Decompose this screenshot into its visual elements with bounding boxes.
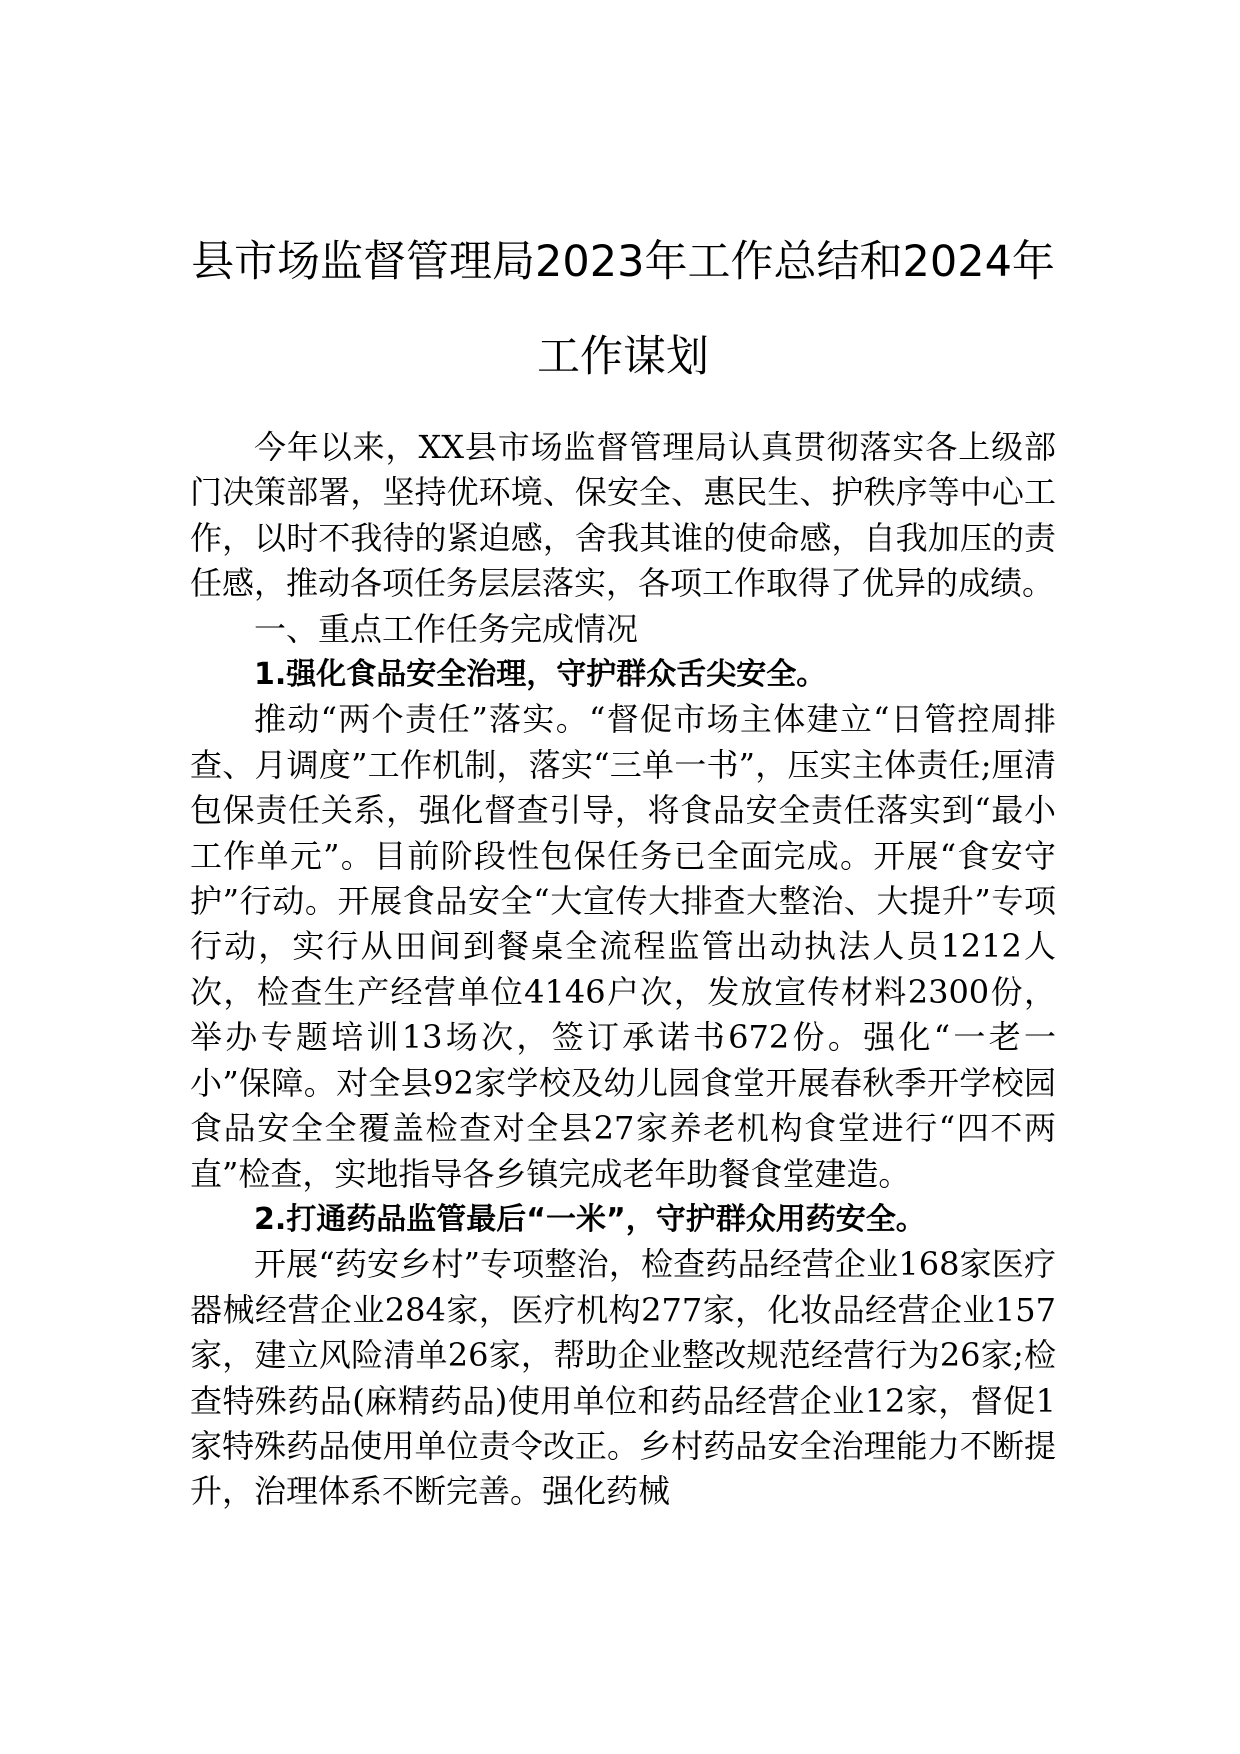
document-title: 县市场监督管理局2023年工作总结和2024年工作谋划 (191, 237, 1055, 382)
intro-paragraph: 今年以来，XX县市场监督管理局认真贯彻落实各上级部门决策部署，坚持优环境、保安全、惠民生、护秩序等中心工作，以时不我待的紧迫感，舍我其谁的使命感，自我加压的责任感，推动各项任务层层落实，各项工作取得了优异的成绩。 (190, 428, 1056, 603)
item-paragraph-2: 开展“药安乡村”专项整治，检查药品经营企业168家医疗器械经营企业284家，医疗机构277家，化妆品经营企业157家，建立风险清单26家，帮助企业整改规范经营行为26家;检查特殊药品(麻精药品)使用单位和药品经营企业12家，督促1家特殊药品使用单位责令改正。乡村药品安全治理能力不断提升，治理体系不断完善。强化药械 (190, 1245, 1056, 1511)
item-paragraph-1: 推动“两个责任”落实。“督促市场主体建立“日管控周排查、月调度”工作机制，落实“三单一书”，压实主体责任;厘清包保责任关系，强化督查引导，将食品安全责任落实到“最小工作单元”。目前阶段性包保任务已全面完成。开展“食安守护”行动。开展食品安全“大宣传大排查大整治、大提升”专项行动，实行从田间到餐桌全流程监管出动执法人员1212人次，检查生产经营单位4146户次，发放宣传材料2300份，举办专题培训13场次，签订承诺书672份。强化“一老一小”保障。对全县92家学校及幼儿园食堂开展春秋季开学校园食品安全全覆盖检查对全县27家养老机构食堂进行“四不两直”检查，实地指导各乡镇完成老年助餐食堂建造。 (190, 700, 1056, 1193)
document-body (190, 425, 1056, 1515)
section-heading-1: 一、重点工作任务完成情况 (254, 609, 639, 648)
document-page (190, 0, 1056, 1754)
item-heading-1: 1.强化食品安全治理，守护群众舌尖安全。 (254, 657, 827, 693)
item-heading-2: 2.打通药品监管最后“一米”，守护群众用药安全。 (254, 1201, 926, 1237)
